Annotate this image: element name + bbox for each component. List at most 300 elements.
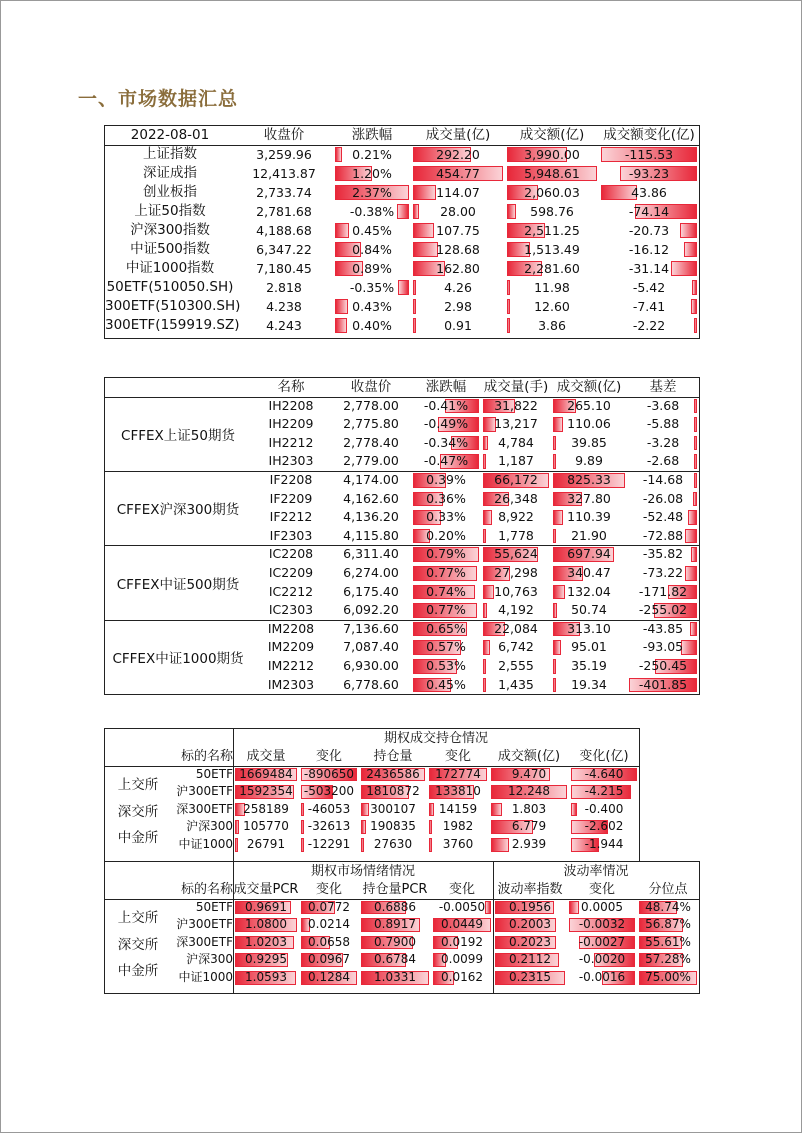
index-cell-amt_chg <box>599 259 699 278</box>
futures-cell-amt <box>551 676 627 695</box>
futures-cell-amt <box>551 583 627 602</box>
options-sentiment-cell-vpcr-value: 0.9295 <box>245 952 287 967</box>
futures-cell-name-value: IC2209 <box>268 565 314 580</box>
index-cell-amt_chg-value: -93.23 <box>628 166 670 181</box>
futures-cell-name <box>251 583 331 602</box>
futures-cell-chg-value: 0.20% <box>426 527 466 543</box>
index-cell-close-value: 12,413.87 <box>252 166 316 181</box>
index-cell-vol <box>411 240 505 259</box>
options-oi-cell-oi_chg <box>427 783 489 801</box>
options-oi-header-3 <box>359 748 427 766</box>
index-cell-close-value: 2,781.68 <box>256 204 312 219</box>
index-cell-amt_chg-databar <box>684 242 697 257</box>
index-cell-amt-value: 2,060.03 <box>524 185 580 200</box>
futures-cell-close-value: 6,092.20 <box>343 602 399 618</box>
futures-cell-amt <box>551 527 627 546</box>
futures-cell-close <box>331 657 411 676</box>
options-oi-cell-vol-value: 105770 <box>243 819 289 834</box>
options-sentiment-cell-opcr_chg <box>431 951 493 969</box>
index-cell-amt <box>505 240 599 259</box>
options-oi-header-0 <box>171 748 233 766</box>
index-cell-amt_chg <box>599 221 699 240</box>
options-oi-cell-name <box>171 783 233 801</box>
options-sentiment-cell-vpcr_chg-value: 0.0658 <box>308 934 350 949</box>
futures-cell-chg-value: 0.57% <box>426 639 466 655</box>
index-header-3-value: 成交量(亿) <box>425 127 491 143</box>
futures-cell-close-value: 2,775.80 <box>343 416 399 432</box>
futures-cell-vol <box>481 508 551 527</box>
futures-cell-amt-value: 825.33 <box>567 472 611 487</box>
exchange-label: 中金所 <box>117 829 159 846</box>
futures-cell-vol-value: 1,778 <box>498 527 534 543</box>
futures-cell-close <box>331 490 411 509</box>
options-sentiment-cell-name <box>171 934 233 952</box>
options-sentiment-cell-vpcr_chg-value: 0.0967 <box>308 952 350 967</box>
options-oi-cell-oi <box>359 818 427 836</box>
futures-cell-vol-value: 2,555 <box>498 658 534 673</box>
index-cell-amt-value: 3,990.00 <box>524 147 580 162</box>
futures-cell-amt <box>551 415 627 434</box>
index-cell-vol-value: 114.07 <box>436 185 480 200</box>
options-sentiment-cell-iv_chg <box>567 916 637 934</box>
index-cell-name <box>105 259 235 278</box>
options-oi-cell-vol-value: 26791 <box>246 837 286 851</box>
futures-cell-basis-value: -93.05 <box>642 639 684 655</box>
options-sentiment-cell-iv_chg <box>567 934 637 952</box>
index-cell-vol-value: 0.91 <box>444 318 472 333</box>
options-sentiment-cell-vpcr-value: 1.0203 <box>245 934 287 949</box>
futures-cell-amt-value: 265.10 <box>567 397 611 413</box>
index-cell-close-value: 4.243 <box>266 318 302 333</box>
options-oi-cell-vol_chg-value: -12291 <box>307 837 351 851</box>
futures-cell-basis-value: -43.85 <box>642 620 684 636</box>
futures-cell-name <box>251 620 331 639</box>
options-oi-cell-name <box>171 801 233 819</box>
futures-group-label: CFFEX沪深300期货 <box>116 502 240 519</box>
options-sentiment-table <box>104 861 700 994</box>
index-cell-name-value: 300ETF(159919.SZ) <box>105 317 240 333</box>
futures-cell-vol-value: 22,084 <box>494 620 538 636</box>
options-oi-cell-vol <box>233 766 299 784</box>
options-sentiment-header-7 <box>637 881 699 899</box>
futures-cell-name <box>251 545 331 564</box>
futures-cell-basis-value: -35.82 <box>642 546 684 562</box>
options-oi-cell-amt <box>489 836 569 854</box>
futures-cell-vol-value: 26,348 <box>494 490 538 506</box>
futures-cell-amt-value: 21.90 <box>571 527 607 543</box>
options-sentiment-cell-iv_chg <box>567 969 637 987</box>
futures-cell-basis-databar <box>681 640 697 655</box>
futures-cell-basis <box>627 564 699 583</box>
options-oi-cell-vol_chg-value: -32613 <box>307 819 351 834</box>
futures-cell-basis <box>627 452 699 471</box>
options-sentiment-cell-opcr-value: 1.0331 <box>374 970 416 984</box>
options-sentiment-cell-pct <box>637 916 699 934</box>
index-cell-vol-value: 28.00 <box>440 204 476 219</box>
index-cell-chg <box>333 183 411 202</box>
exchange-label: 上交所 <box>117 910 159 927</box>
options-sentiment-cell-name <box>171 899 233 917</box>
futures-header-3-value: 成交量(手) <box>483 379 549 395</box>
index-cell-chg-databar <box>335 147 342 162</box>
futures-cell-amt-value: 697.94 <box>567 546 611 562</box>
options-sentiment-cell-pct <box>637 951 699 969</box>
futures-cell-basis-value: -2.68 <box>646 453 680 469</box>
futures-cell-vol-databar <box>483 678 486 693</box>
index-cell-name <box>105 164 235 183</box>
futures-cell-chg <box>411 601 481 620</box>
futures-cell-basis <box>627 583 699 602</box>
futures-table <box>104 377 700 695</box>
index-cell-vol <box>411 278 505 297</box>
futures-cell-chg-value: 0.77% <box>426 602 466 618</box>
futures-cell-chg-value: -0.41% <box>423 397 469 413</box>
options-sentiment-cell-vpcr <box>233 899 299 917</box>
options-oi-table <box>104 728 640 863</box>
options-sentiment-header-5 <box>493 881 567 899</box>
exchange-label: 深交所 <box>117 803 159 820</box>
options-oi-cell-vol_chg-databar <box>301 803 304 817</box>
futures-cell-vol-value: 27,298 <box>494 565 538 580</box>
futures-cell-basis-databar <box>694 473 697 488</box>
options-sentiment-cell-iv_chg-value: -0.0020 <box>578 952 626 967</box>
index-cell-vol-value: 4.26 <box>444 280 472 295</box>
futures-cell-basis <box>627 490 699 509</box>
index-cell-vol-databar <box>413 185 436 200</box>
options-sentiment-cell-pct-value: 56.87% <box>645 917 691 932</box>
futures-cell-amt-databar <box>553 640 561 655</box>
options-oi-cell-vol_chg-value: -46053 <box>307 801 351 816</box>
futures-cell-basis-databar <box>688 510 697 525</box>
futures-cell-vol-value: 1,435 <box>498 676 534 692</box>
options-oi-cell-name-value: 深300ETF <box>176 801 233 816</box>
options-sentiment-cell-opcr_chg-value: 0.0449 <box>441 917 483 932</box>
options-sentiment-cell-name-value: 沪300ETF <box>176 917 233 932</box>
futures-group-label: CFFEX中证1000期货 <box>112 650 244 667</box>
options-oi-cell-amt_chg <box>569 836 639 854</box>
futures-cell-chg <box>411 452 481 471</box>
options-oi-cell-amt_chg-databar <box>571 803 577 817</box>
futures-cell-vol-value: 13,217 <box>494 416 538 432</box>
index-cell-vol-databar <box>413 204 419 219</box>
index-cell-amt <box>505 297 599 316</box>
index-cell-amt_chg-databar <box>671 261 697 276</box>
index-cell-chg <box>333 202 411 221</box>
index-cell-amt_chg-databar <box>691 299 697 314</box>
index-cell-amt-value: 5,948.61 <box>524 166 580 181</box>
futures-cell-close <box>331 434 411 453</box>
futures-cell-vol-value: 66,172 <box>494 472 538 487</box>
options-sentiment-cell-vpcr_chg <box>299 899 359 917</box>
options-sentiment-cell-pct-value: 75.00% <box>645 970 691 984</box>
options-sentiment-header-3 <box>359 881 431 899</box>
index-cell-name <box>105 316 240 335</box>
index-cell-chg-value: 2.37% <box>352 185 392 200</box>
futures-cell-basis <box>627 527 699 546</box>
index-cell-chg <box>333 259 411 278</box>
index-cell-amt_chg-value: -115.53 <box>624 147 674 162</box>
options-oi-cell-vol <box>233 783 299 801</box>
options-oi-cell-amt_chg-value: -2.602 <box>584 819 624 834</box>
futures-cell-chg <box>411 471 481 490</box>
futures-cell-chg <box>411 583 481 602</box>
index-cell-name-value: 50ETF(510050.SH) <box>106 279 234 295</box>
exchange-label: 中金所 <box>117 962 159 979</box>
options-sentiment-cell-iv-value: 0.2023 <box>509 934 551 949</box>
options-oi-cell-amt-value: 2.939 <box>511 837 547 851</box>
futures-cell-vol <box>481 490 551 509</box>
futures-cell-basis-databar <box>690 622 697 637</box>
options-sentiment-cell-iv-value: 0.1956 <box>509 899 551 914</box>
index-header-4 <box>505 126 599 145</box>
options-oi-cell-vol-value: 1592354 <box>239 784 293 799</box>
futures-cell-name <box>251 676 331 695</box>
futures-cell-vol-value: 55,624 <box>494 546 538 562</box>
index-header-1 <box>235 126 333 145</box>
index-header-0 <box>105 126 235 145</box>
index-cell-amt-value: 11.98 <box>534 280 570 295</box>
options-sentiment-cell-vpcr <box>233 969 299 987</box>
index-cell-chg <box>333 278 411 297</box>
options-oi-header-6 <box>569 748 639 766</box>
futures-cell-amt-value: 9.89 <box>575 453 603 469</box>
options-sentiment-cell-opcr_chg-value: 0.0099 <box>441 952 483 967</box>
options-sentiment-cell-iv_chg-value: 0.0005 <box>581 899 623 914</box>
index-cell-vol <box>411 183 505 202</box>
options-oi-cell-oi_chg-databar <box>429 838 432 852</box>
options-oi-cell-oi-databar <box>361 803 369 817</box>
options-sentiment-cell-vpcr_chg-value: 0.0214 <box>308 917 350 932</box>
index-cell-amt-value: 1,513.49 <box>524 242 580 257</box>
options-sentiment-header-4 <box>431 881 493 899</box>
index-cell-close-value: 4.238 <box>266 299 302 314</box>
futures-cell-close-value: 6,175.40 <box>343 583 399 599</box>
options-oi-cell-oi <box>359 836 427 854</box>
futures-cell-vol <box>481 564 551 583</box>
options-sentiment-cell-vpcr_chg <box>299 934 359 952</box>
futures-cell-basis-databar <box>693 492 697 507</box>
options-sentiment-title <box>233 862 493 881</box>
futures-cell-vol-databar <box>483 659 486 674</box>
index-header-2 <box>333 126 411 145</box>
index-cell-close <box>235 278 333 297</box>
index-cell-amt-value: 3.86 <box>538 318 566 333</box>
futures-cell-chg-value: 0.79% <box>426 546 466 562</box>
futures-cell-basis-value: -5.88 <box>646 416 680 432</box>
options-oi-cell-vol-value: 258189 <box>243 801 289 816</box>
index-cell-close <box>235 316 333 335</box>
index-cell-amt_chg-databar <box>680 223 697 238</box>
index-cell-name-value: 中证500指数 <box>130 241 210 257</box>
futures-cell-close-value: 6,311.40 <box>343 546 399 562</box>
futures-cell-close-value: 4,136.20 <box>343 509 399 525</box>
futures-cell-basis-value: -14.68 <box>642 472 684 487</box>
futures-cell-basis <box>627 471 699 490</box>
options-oi-cell-oi-value: 190835 <box>370 819 416 834</box>
index-cell-amt <box>505 259 599 278</box>
futures-cell-amt-databar <box>553 510 563 525</box>
futures-cell-amt-value: 110.06 <box>567 416 611 432</box>
futures-cell-chg-value: -0.34% <box>423 434 469 450</box>
options-sentiment-cell-opcr_chg-value: -0.0050 <box>438 899 486 914</box>
options-sentiment-cell-vpcr_chg <box>299 969 359 987</box>
futures-cell-chg <box>411 638 481 657</box>
index-cell-name-value: 300ETF(510300.SH) <box>105 298 241 314</box>
futures-cell-vol-value: 4,192 <box>498 602 534 618</box>
options-sentiment-cell-vpcr <box>233 934 299 952</box>
index-cell-close-value: 4,188.68 <box>256 223 312 238</box>
futures-cell-basis-value: -26.08 <box>642 490 684 506</box>
futures-cell-vol-databar <box>483 585 494 600</box>
futures-cell-basis <box>627 397 699 416</box>
futures-cell-vol-databar <box>483 603 487 618</box>
options-sentiment-title-value: 期权市场情绪情况 <box>310 864 415 879</box>
futures-cell-chg <box>411 397 481 416</box>
futures-cell-amt <box>551 452 627 471</box>
futures-cell-amt <box>551 638 627 657</box>
futures-cell-chg <box>411 527 481 546</box>
index-cell-chg-value: 0.21% <box>352 147 392 162</box>
futures-cell-close-value: 2,779.00 <box>343 453 399 469</box>
index-cell-amt <box>505 278 599 297</box>
options-oi-cell-name <box>171 818 233 836</box>
futures-cell-vol <box>481 452 551 471</box>
options-oi-cell-oi <box>359 783 427 801</box>
futures-cell-amt-value: 313.10 <box>567 620 611 636</box>
options-sentiment-header-1 <box>233 881 299 899</box>
options-oi-cell-vol <box>233 801 299 819</box>
index-cell-amt-value: 2,511.25 <box>524 223 580 238</box>
options-sentiment-cell-iv-value: 0.2315 <box>509 970 551 984</box>
futures-cell-amt-databar <box>553 585 565 600</box>
futures-cell-amt-databar <box>553 436 556 451</box>
index-cell-vol-databar <box>413 299 416 314</box>
options-sentiment-cell-name-value: 中证1000 <box>178 970 233 984</box>
futures-cell-vol-databar <box>483 510 492 525</box>
options-sentiment-cell-vpcr <box>233 951 299 969</box>
options-oi-header-5-value: 成交额(亿) <box>497 749 561 764</box>
futures-cell-chg-value: 0.77% <box>426 565 466 580</box>
futures-cell-chg-value: 0.53% <box>426 658 466 673</box>
options-oi-cell-amt_chg-value: -4.640 <box>584 766 624 781</box>
options-sentiment-cell-opcr <box>359 916 431 934</box>
index-cell-vol <box>411 164 505 183</box>
options-oi-cell-vol-value: 1669484 <box>239 766 293 781</box>
index-cell-amt-value: 598.76 <box>530 204 574 219</box>
options-oi-header-6-value: 变化(亿) <box>579 749 629 764</box>
options-oi-cell-amt-value: 12.248 <box>508 784 550 799</box>
futures-cell-close <box>331 508 411 527</box>
index-header-1-value: 收盘价 <box>263 127 305 143</box>
futures-cell-name <box>251 564 331 583</box>
futures-cell-vol-databar <box>483 454 486 469</box>
futures-cell-amt-value: 50.74 <box>571 602 607 618</box>
options-sentiment-cell-iv-value: 0.2003 <box>509 917 551 932</box>
index-cell-vol <box>411 259 505 278</box>
options-oi-cell-oi-value: 27630 <box>373 837 413 851</box>
futures-cell-name <box>251 452 331 471</box>
futures-cell-chg <box>411 620 481 639</box>
index-cell-amt_chg <box>599 297 699 316</box>
options-sentiment-cell-opcr <box>359 934 431 952</box>
futures-cell-chg <box>411 545 481 564</box>
futures-cell-basis-databar <box>685 566 697 581</box>
index-cell-amt_chg <box>599 240 699 259</box>
futures-cell-name <box>251 434 331 453</box>
options-oi-cell-vol_chg <box>299 818 359 836</box>
futures-cell-amt-value: 132.04 <box>567 583 611 599</box>
futures-cell-close <box>331 527 411 546</box>
futures-cell-name <box>251 601 331 620</box>
futures-cell-chg <box>411 415 481 434</box>
options-oi-cell-oi <box>359 801 427 819</box>
futures-cell-vol <box>481 676 551 695</box>
options-sentiment-header-0-value: 标的名称 <box>180 882 233 897</box>
index-cell-close <box>235 259 333 278</box>
index-cell-close-value: 2,733.74 <box>256 185 312 200</box>
futures-cell-chg-value: 0.65% <box>426 620 466 636</box>
index-cell-close-value: 2.818 <box>266 280 302 295</box>
futures-cell-basis <box>627 434 699 453</box>
futures-cell-name-value: IC2208 <box>268 546 314 562</box>
futures-cell-amt-value: 110.39 <box>567 509 611 525</box>
futures-cell-close <box>331 620 411 639</box>
futures-cell-chg <box>411 564 481 583</box>
index-cell-name <box>105 183 235 202</box>
futures-cell-amt-value: 19.34 <box>571 676 607 692</box>
options-oi-cell-oi_chg <box>427 766 489 784</box>
futures-header-5-value: 基差 <box>649 379 677 395</box>
options-sentiment-cell-pct <box>637 934 699 952</box>
index-cell-vol <box>411 297 505 316</box>
index-cell-amt <box>505 183 599 202</box>
index-cell-amt_chg-databar <box>692 280 697 295</box>
options-oi-cell-amt_chg <box>569 801 639 819</box>
futures-cell-basis-value: -255.02 <box>638 602 688 618</box>
index-cell-chg-databar <box>397 204 409 219</box>
futures-header-0 <box>251 378 331 397</box>
options-oi-title <box>233 729 639 748</box>
futures-cell-close <box>331 452 411 471</box>
options-sentiment-cell-vpcr_chg <box>299 916 359 934</box>
options-sentiment-header-5-value: 波动率指数 <box>497 882 563 897</box>
options-sentiment-cell-pct-value: 55.61% <box>645 934 691 949</box>
options-sentiment-cell-iv <box>493 969 567 987</box>
options-oi-header-0-value: 标的名称 <box>180 749 233 764</box>
futures-cell-basis-value: -171.82 <box>638 583 688 599</box>
futures-cell-close-value: 2,778.00 <box>343 397 399 413</box>
options-oi-cell-amt_chg <box>569 783 639 801</box>
index-cell-vol <box>411 145 505 164</box>
index-cell-vol <box>411 221 505 240</box>
futures-cell-name-value: IF2303 <box>269 527 313 543</box>
options-sentiment-cell-iv_chg-value: -0.0032 <box>578 917 626 932</box>
futures-cell-name-value: IH2212 <box>268 434 314 450</box>
options-oi-cell-name-value: 50ETF <box>195 766 233 781</box>
index-cell-vol-value: 292.20 <box>436 147 480 162</box>
futures-cell-basis-value: -73.22 <box>642 565 684 580</box>
futures-cell-close-value: 4,162.60 <box>343 490 399 506</box>
index-cell-vol <box>411 202 505 221</box>
options-oi-cell-oi_chg-databar <box>429 803 434 817</box>
options-oi-cell-amt <box>489 766 569 784</box>
futures-cell-close <box>331 397 411 416</box>
futures-cell-amt <box>551 434 627 453</box>
index-cell-name-value: 沪深300指数 <box>130 222 210 238</box>
options-sentiment-cell-vpcr_chg-value: 0.0772 <box>308 899 350 914</box>
futures-cell-basis <box>627 657 699 676</box>
index-header-0-value: 2022-08-01 <box>130 127 210 143</box>
